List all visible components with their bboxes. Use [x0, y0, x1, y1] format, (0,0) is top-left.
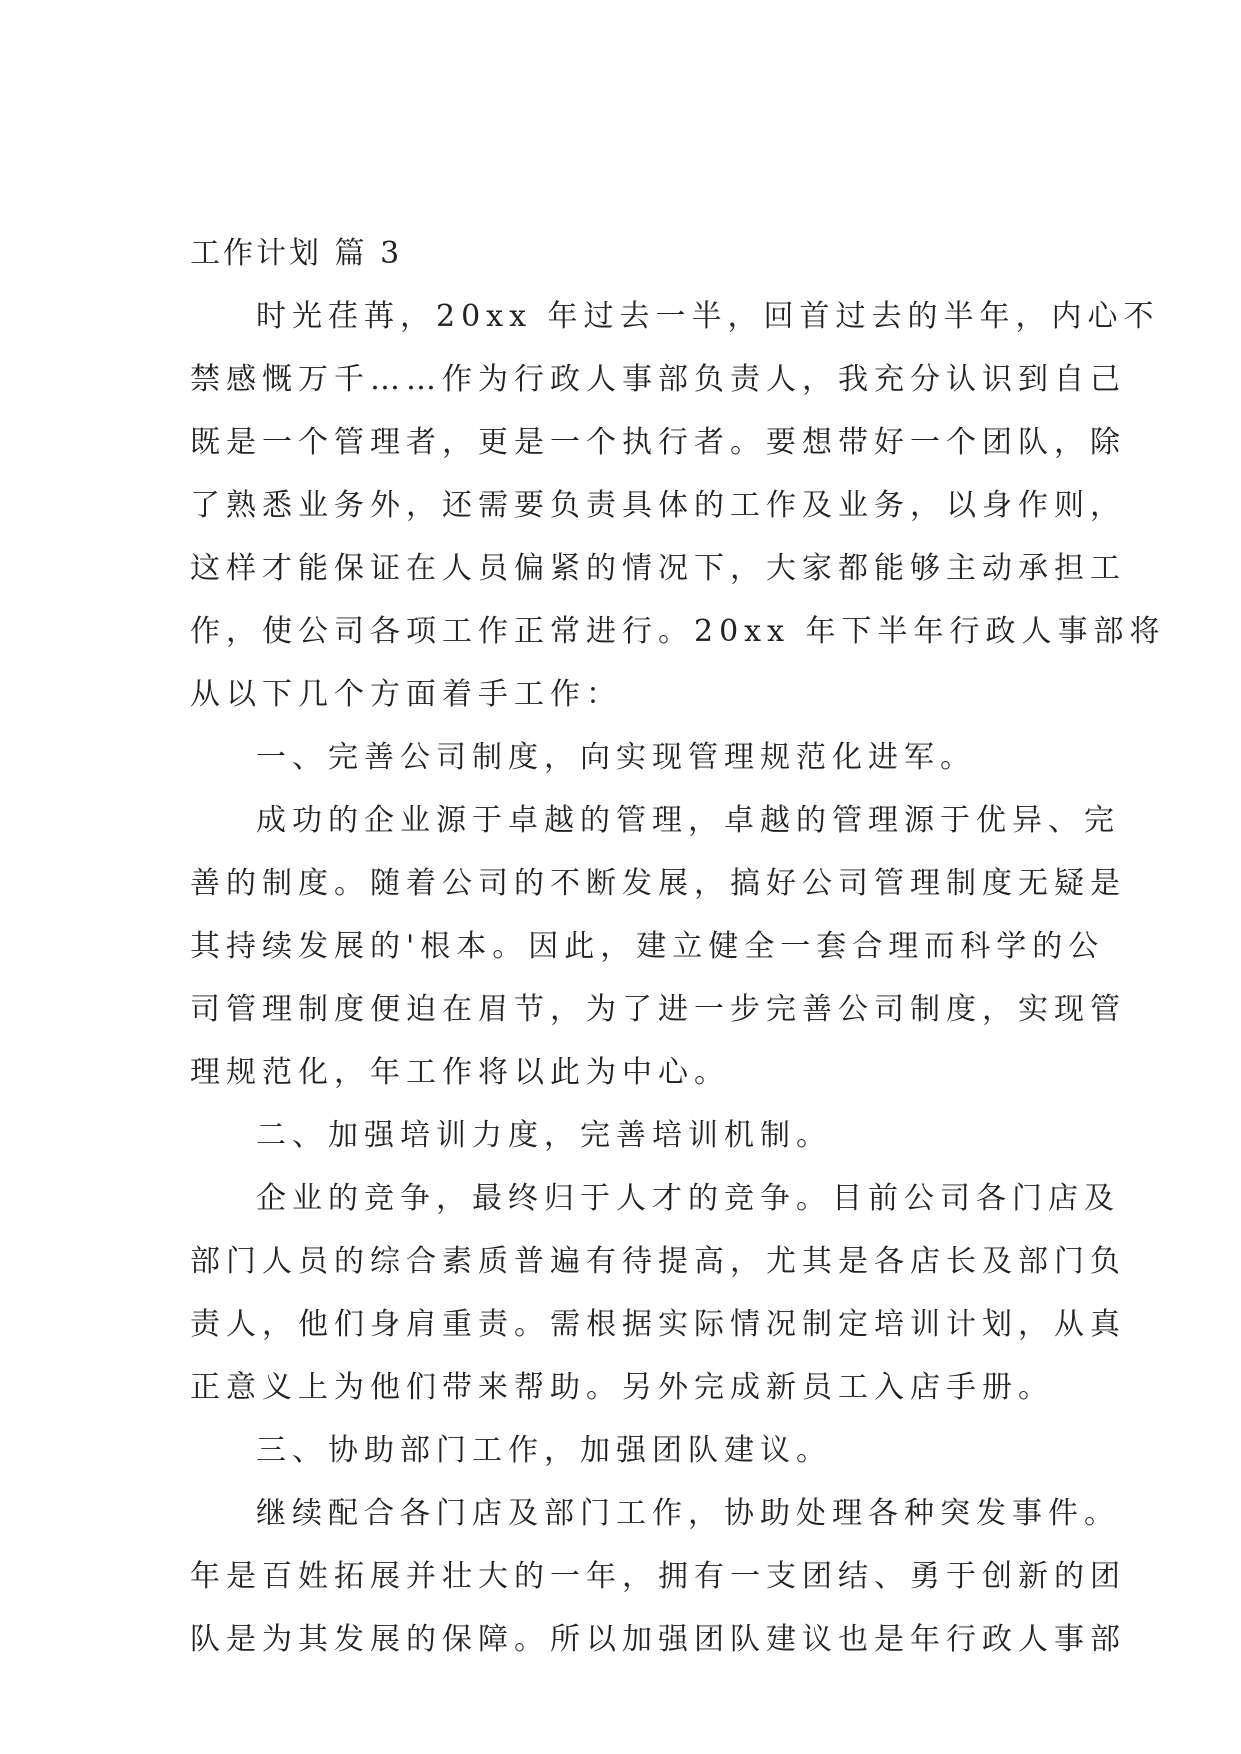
text-line: 部门人员的综合素质普遍有待提高，尤其是各店长及部门负 [190, 1244, 1126, 1279]
text-line: 善的制度。随着公司的不断发展，搞好公司管理制度无疑是 [190, 866, 1126, 901]
section-heading: 二、加强培训力度，完善培训机制。 [256, 1118, 832, 1153]
text-line: 企业的竞争，最终归于人才的竞争。目前公司各门店及 [256, 1181, 1120, 1216]
text-line: 其持续发展的'根本。因此，建立健全一套合理而科学的公 [190, 929, 1105, 964]
text-line: 正意义上为他们带来帮助。另外完成新员工入店手册。 [190, 1370, 1054, 1405]
text-line: 年是百姓拓展并壮大的一年，拥有一支团结、勇于创新的团 [190, 1559, 1126, 1594]
text-line: 禁感慨万千……作为行政人事部负责人，我充分认识到自己 [190, 362, 1126, 397]
text-line: 作，使公司各项工作正常进行。20xx 年下半年行政人事部将 [190, 614, 1166, 649]
document-text-lines [190, 285, 1166, 1671]
text-line: 司管理制度便迫在眉节，为了进一步完善公司制度，实现管 [190, 992, 1126, 1027]
text-line: 时光荏苒，20xx 年过去一半，回首过去的半年，内心不 [256, 299, 1160, 334]
text-line: 理规范化，年工作将以此为中心。 [190, 1055, 730, 1090]
text-line: 继续配合各门店及部门工作，协助处理各种突发事件。 [256, 1496, 1120, 1531]
document-heading: 工作计划 篇 3 [190, 236, 403, 271]
text-line: 既是一个管理者，更是一个执行者。要想带好一个团队，除 [190, 425, 1126, 460]
text-line: 队是为其发展的保障。所以加强团队建议也是年行政人事部 [190, 1622, 1126, 1657]
text-line: 从以下几个方面着手工作： [190, 677, 622, 712]
section-heading: 三、协助部门工作，加强团队建议。 [256, 1433, 832, 1468]
document-body [190, 222, 1166, 1671]
section-heading: 一、完善公司制度，向实现管理规范化进军。 [256, 740, 976, 775]
text-line: 这样才能保证在人员偏紧的情况下，大家都能够主动承担工 [190, 551, 1126, 586]
text-line: 责人，他们身肩重责。需根据实际情况制定培训计划，从真 [190, 1307, 1126, 1342]
text-line: 成功的企业源于卓越的管理，卓越的管理源于优异、完 [256, 803, 1120, 838]
text-line: 了熟悉业务外，还需要负责具体的工作及业务，以身作则， [190, 488, 1126, 523]
